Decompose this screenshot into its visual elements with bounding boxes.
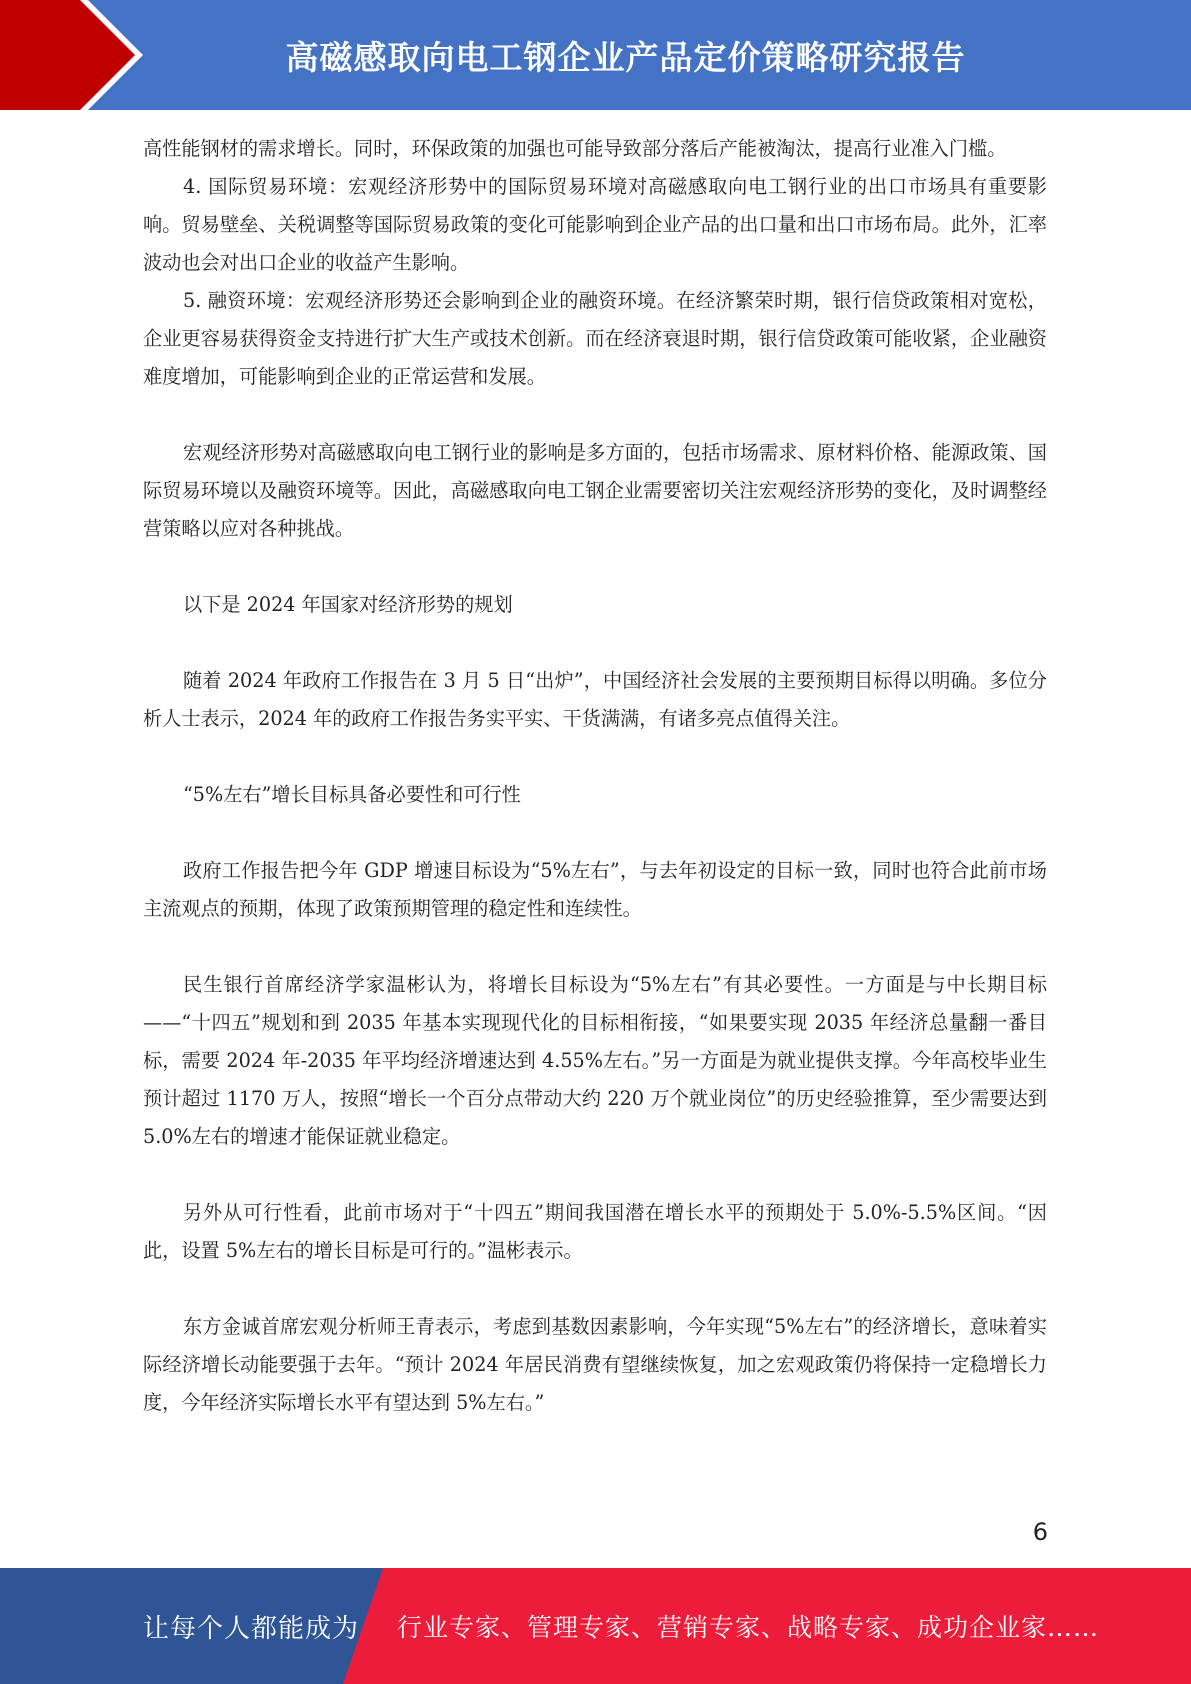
paragraph-item-4: 4. 国际贸易环境：宏观经济形势中的国际贸易环境对高磁感取向电工钢行业的出口市场具有重要影响。贸易壁垒、关税调整等国际贸易政策的变化可能影响到企业产品的出口量和出口市场布局。此外，汇率波动也会对出口企业的收益产生影响。	[143, 175, 1047, 274]
page-footer-banner	[0, 1568, 1191, 1684]
paragraph-gdp-target: 政府工作报告把今年 GDP 增速目标设为“5%左右”，与去年初设定的目标一致，同时也符合此前市场主流观点的预期，体现了政策预期管理的稳定性和连续性。	[143, 859, 1047, 920]
report-title: 高磁感取向电工钢企业产品定价策略研究报告	[285, 37, 966, 77]
footer-slogan-left: 让每个人都能成为	[143, 1613, 360, 1644]
paragraph-report-release: 随着 2024 年政府工作报告在 3 月 5 日“出炉”，中国经济社会发展的主要预期目标得以明确。多位分析人士表示，2024 年的政府工作报告务实平实、干货满满，有诸多亮点值得关注。	[143, 669, 1047, 730]
paragraph-feasibility: 另外从可行性看，此前市场对于“十四五”期间我国潜在增长水平的预期处于 5.0%-5.5%区间。“因此，设置 5%左右的增长目标是可行的。”温彬表示。	[143, 1201, 1047, 1262]
footer-slogan-right: 行业专家、管理专家、营销专家、战略专家、成功企业家……	[397, 1613, 1100, 1642]
red-chevron-decoration	[0, 0, 160, 110]
document-body	[143, 130, 1047, 1422]
paragraph-wenbin-view: 民生银行首席经济学家温彬认为，将增长目标设为“5%左右”有其必要性。一方面是与中长期目标——“十四五”规划和到 2035 年基本实现现代化的目标相衔接，“如果要实现 2035 年经济总量翻一番目标，需要 2024 年-2035 年平均经济增速达到 4.55%左右。”另一方面是为就业提供支撑。今年高校毕业生预计超过 1170 万人，按照“增长一个百分点带动大约 220 万个就业岗位”的历史经验推算，至少需要达到 5.0%左右的增速才能保证就业稳定。	[143, 973, 1047, 1148]
paragraph-continuation: 高性能钢材的需求增长。同时，环保政策的加强也可能导致部分落后产能被淘汰，提高行业准入门槛。	[143, 137, 1007, 160]
paragraph-summary: 宏观经济形势对高磁感取向电工钢行业的影响是多方面的，包括市场需求、原材料价格、能源政策、国际贸易环境以及融资环境等。因此，高磁感取向电工钢企业需要密切关注宏观经济形势的变化，及时调整经营策略以应对各种挑战。	[143, 441, 1047, 540]
paragraph-section-intro: 以下是 2024 年国家对经济形势的规划	[183, 593, 513, 616]
paragraph-wangqing-view: 东方金诚首席宏观分析师王青表示，考虑到基数因素影响，今年实现“5%左右”的经济增长，意味着实际经济增长动能要强于去年。“预计 2024 年居民消费有望继续恢复，加之宏观政策仍将保持一定稳增长力度，今年经济实际增长水平有望达到 5%左右。”	[143, 1315, 1047, 1414]
paragraph-subheading: “5%左右”增长目标具备必要性和可行性	[183, 783, 521, 806]
page-number: 6	[1032, 1518, 1048, 1546]
page-header-banner	[0, 0, 1191, 110]
paragraph-item-5: 5. 融资环境：宏观经济形势还会影响到企业的融资环境。在经济繁荣时期，银行信贷政策相对宽松，企业更容易获得资金支持进行扩大生产或技术创新。而在经济衰退时期，银行信贷政策可能收紧，企业融资难度增加，可能影响到企业的正常运营和发展。	[143, 289, 1047, 388]
